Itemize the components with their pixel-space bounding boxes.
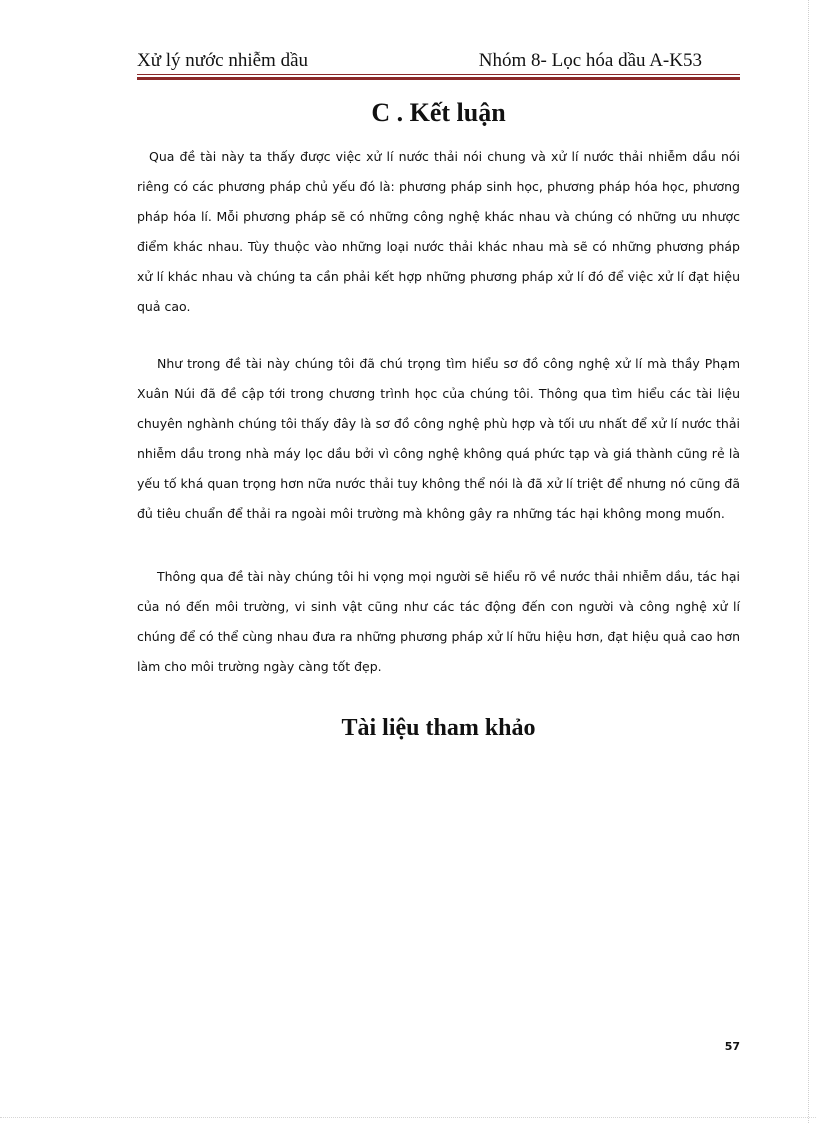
- conclusion-paragraph-1: Qua đề tài này ta thấy được việc xử lí nước thải nói chung và xử lí nước thải nhiễm dầu nói riêng có các phương pháp chủ yếu đó là: phương pháp sinh học, phương pháp hóa học, phương pháp hóa lí. Mỗi phương pháp sẽ có những công nghệ khác nhau và chúng có những ưu nhược điểm khác nhau. Tùy thuộc vào những loại nước thải khác nhau mà sẽ có những phương pháp xử lí khác nhau và chúng ta cần phải kết hợp những phương pháp xử lí đó để việc xử lí đạt hiệu quả cao.: [137, 149, 740, 314]
- header-rule-thin: [137, 74, 740, 75]
- page-number: 57: [724, 1040, 740, 1053]
- header-group-label: Nhóm 8- Lọc hóa dầu A-K53: [478, 50, 702, 71]
- section-title: C . Kết luận: [371, 98, 506, 127]
- header-document-title: Xử lý nước nhiễm dầu: [137, 50, 308, 71]
- conclusion-paragraph-3: Thông qua đề tài này chúng tôi hi vọng mọi người sẽ hiểu rõ về nước thải nhiễm dầu, tác hại của nó đến môi trường, vi sinh vật cũng như các tác động đến con người và công nghệ xử lí chúng để có thể cùng nhau đưa ra những phương pháp xử lí hữu hiệu hơn, đạt hiệu quả cao hơn làm cho môi trường ngày càng tốt đẹp.: [137, 569, 740, 674]
- page-header: [137, 46, 740, 76]
- header-rule-thick: [137, 77, 740, 80]
- page-border-bottom: [0, 1117, 816, 1118]
- page-border-right: [808, 0, 809, 1123]
- conclusion-paragraph-2: Như trong đề tài này chúng tôi đã chú trọng tìm hiểu sơ đồ công nghệ xử lí mà thầy Phạm Xuân Núi đã đề cập tới trong chương trình học của chúng tôi. Thông qua tìm hiểu các tài liệu chuyên nghành chúng tôi thấy đây là sơ đồ công nghệ phù hợp và tối ưu nhất để xử lí nước thải nhiễm dầu trong nhà máy lọc dầu bởi vì công nghệ không quá phức tạp và giá thành cũng rẻ là yếu tố khá quan trọng hơn nữa nước thải tuy không thể nói là đã xử lí triệt để nhưng nó cũng đã đủ tiêu chuẩn để thải ra ngoài môi trường mà không gây ra những tác hại không mong muốn.: [137, 356, 740, 521]
- references-title: Tài liệu tham khảo: [341, 715, 536, 741]
